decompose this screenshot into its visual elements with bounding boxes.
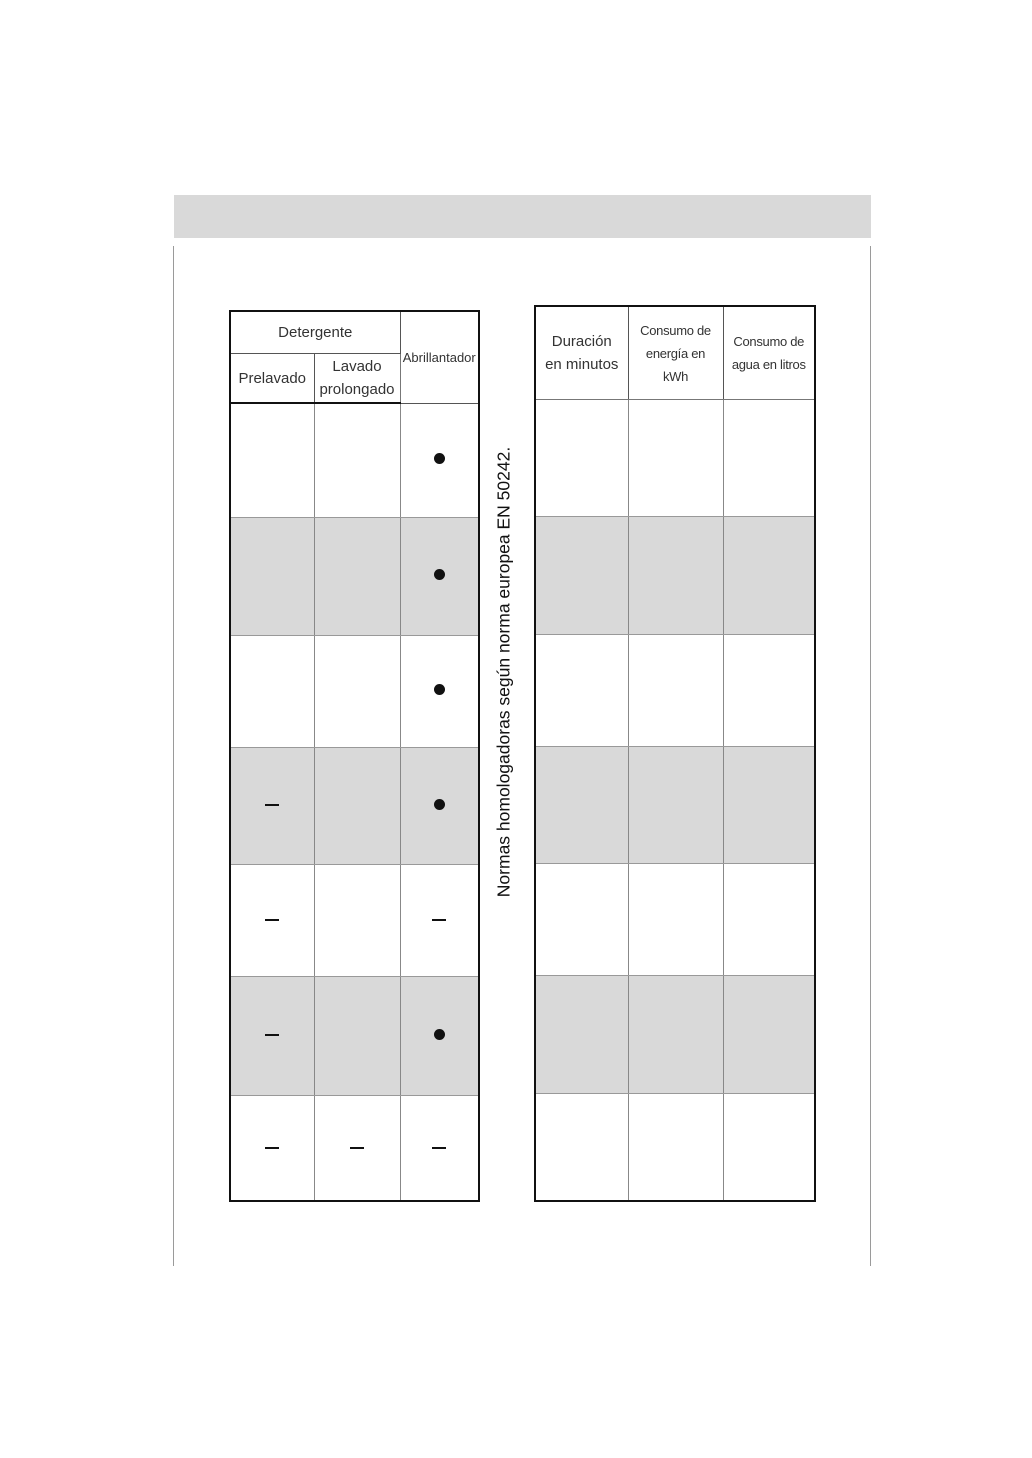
agua-cell [723, 517, 815, 635]
header-agua-line2: agua en litros [731, 357, 806, 372]
energia-cell [628, 400, 723, 517]
abrillantador-cell [400, 864, 479, 976]
duracion-cell [535, 864, 628, 976]
header-lavado-line1: Lavado [332, 358, 382, 375]
abrillantador-dot-icon [434, 569, 445, 580]
header-energia-line3: kWh [662, 368, 689, 384]
right-margin-rule [870, 246, 871, 1266]
table-row [230, 403, 479, 517]
header-duracion [535, 306, 628, 400]
prelavado-cell [230, 635, 314, 747]
table-row [535, 864, 815, 976]
table-row [230, 1095, 479, 1201]
energia-cell [628, 976, 723, 1094]
duracion-cell [535, 976, 628, 1094]
lavado-cell [314, 635, 400, 747]
agua-cell [723, 747, 815, 864]
table-row [230, 517, 479, 635]
duracion-cell [535, 635, 628, 747]
prelavado-cell [230, 976, 314, 1095]
table-row [230, 747, 479, 864]
lavado-cell [314, 517, 400, 635]
prelavado-cell [230, 1095, 314, 1201]
prelavado-dash-icon [265, 919, 279, 921]
prelavado-cell [230, 517, 314, 635]
table-row [230, 976, 479, 1095]
prelavado-dash-icon [265, 804, 279, 806]
abrillantador-dot-icon [434, 684, 445, 695]
table-row [535, 635, 815, 747]
abrillantador-dot-icon [434, 1029, 445, 1040]
abrillantador-cell [400, 1095, 479, 1201]
energia-cell [628, 1094, 723, 1201]
header-abrillantador: Abrillantador [400, 311, 479, 403]
lavado-cell [314, 747, 400, 864]
abrillantador-dash-icon [432, 1147, 446, 1149]
abrillantador-dot-icon [434, 453, 445, 464]
duracion-cell [535, 1094, 628, 1201]
table-row [535, 400, 815, 517]
prelavado-dash-icon [265, 1034, 279, 1036]
abrillantador-dot-icon [434, 799, 445, 810]
agua-cell [723, 976, 815, 1094]
agua-cell [723, 864, 815, 976]
lavado-cell [314, 1095, 400, 1201]
header-energia-line2: energía en [645, 345, 706, 361]
energia-cell [628, 517, 723, 635]
abrillantador-dash-icon [432, 919, 446, 921]
header-detergente: Detergente [230, 311, 400, 354]
table-row [535, 747, 815, 864]
duracion-cell [535, 747, 628, 864]
standards-note: Normas homologadoras según norma europea EN 50242. [493, 446, 514, 898]
header-consumo-energia [628, 306, 723, 400]
detergent-table [229, 310, 480, 1202]
header-duracion-line1: Duración [551, 333, 612, 350]
lavado-dash-icon [350, 1147, 364, 1149]
prelavado-cell [230, 403, 314, 517]
abrillantador-cell [400, 403, 479, 517]
table-row [230, 635, 479, 747]
prelavado-dash-icon [265, 1147, 279, 1149]
duracion-cell [535, 400, 628, 517]
energia-cell [628, 635, 723, 747]
lavado-cell [314, 864, 400, 976]
header-prelavado: Prelavado [230, 354, 314, 404]
header-lavado-prolongado [314, 354, 400, 404]
abrillantador-cell [400, 747, 479, 864]
left-margin-rule [173, 246, 174, 1266]
lavado-cell [314, 976, 400, 1095]
agua-cell [723, 400, 815, 517]
table-row [535, 976, 815, 1094]
consumption-table [534, 305, 816, 1202]
header-energia-line1: Consumo de [640, 322, 711, 338]
header-agua-line1: Consumo de [733, 334, 805, 349]
table-row [230, 864, 479, 976]
abrillantador-cell [400, 517, 479, 635]
abrillantador-cell [400, 635, 479, 747]
header-lavado-line2: prolongado [319, 381, 395, 398]
table-row [535, 1094, 815, 1201]
lavado-cell [314, 403, 400, 517]
duracion-cell [535, 517, 628, 635]
prelavado-cell [230, 864, 314, 976]
prelavado-cell [230, 747, 314, 864]
agua-cell [723, 635, 815, 747]
header-consumo-agua [723, 306, 815, 400]
header-band [174, 195, 871, 238]
abrillantador-cell [400, 976, 479, 1095]
energia-cell [628, 864, 723, 976]
header-duracion-line2: en minutos [545, 356, 619, 373]
table-row [535, 517, 815, 635]
agua-cell [723, 1094, 815, 1201]
energia-cell [628, 747, 723, 864]
